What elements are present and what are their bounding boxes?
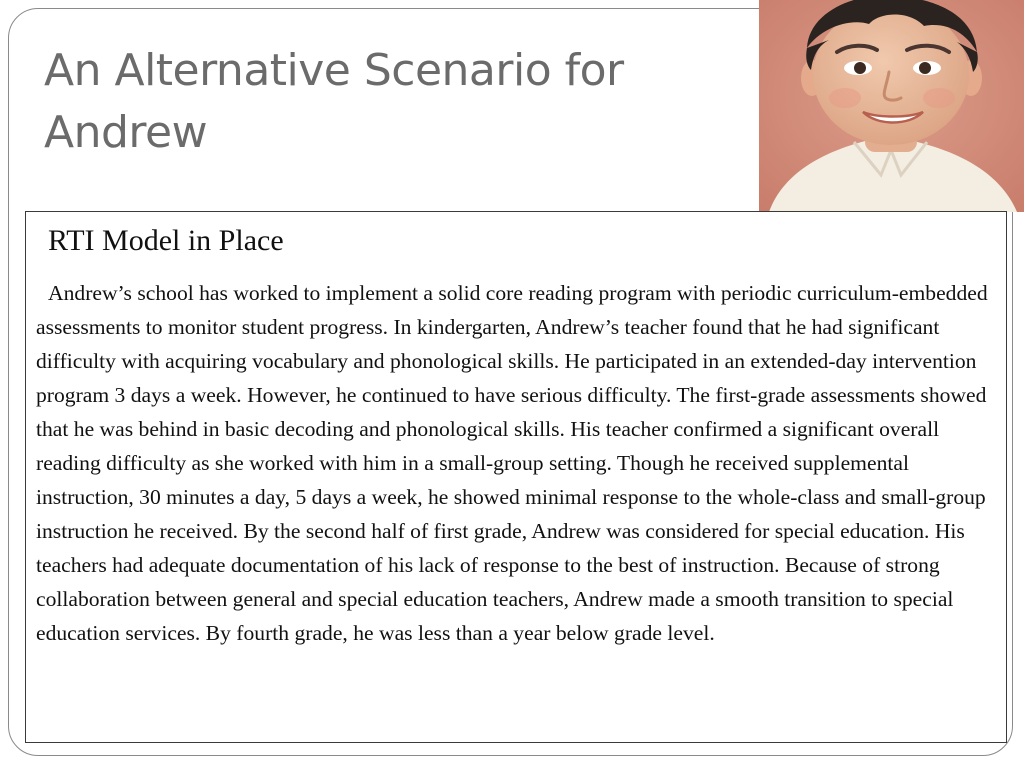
slide-title: An Alternative Scenario for Andrew [44,45,624,158]
photo-illustration [759,0,1024,212]
scenario-paragraph: Andrew’s school has worked to implement a solid core reading program with periodic curriculum-embedded assessments to monitor student progress. In kindergarten, Andrew’s teacher found that he had significant difficulty with acquiring vocabulary and phonological skills. He participated in an extended-day intervention program 3 days a week. However, he continued to have serious difficulty. The first-grade assessments showed that he was behind in basic decoding and phonological skills. His teacher confirmed a significant overall reading difficulty as she worked with him in a small-group setting. Though he received supplemental instruction, 30 minutes a day, 5 days a week, he showed minimal response to the whole-class and small-group instruction he received. By the second half of first grade, Andrew was considered for special education. His teachers had adequate documentation of his lack of response to the best of instruction. Because of strong collaboration between general and special education teachers, Andrew made a smooth transition to special education services. By fourth grade, he was less than a year below grade level. [36,281,988,645]
smiling-boy-photo [759,0,1024,212]
content-box [25,211,1007,743]
section-heading: RTI Model in Place [48,224,284,257]
